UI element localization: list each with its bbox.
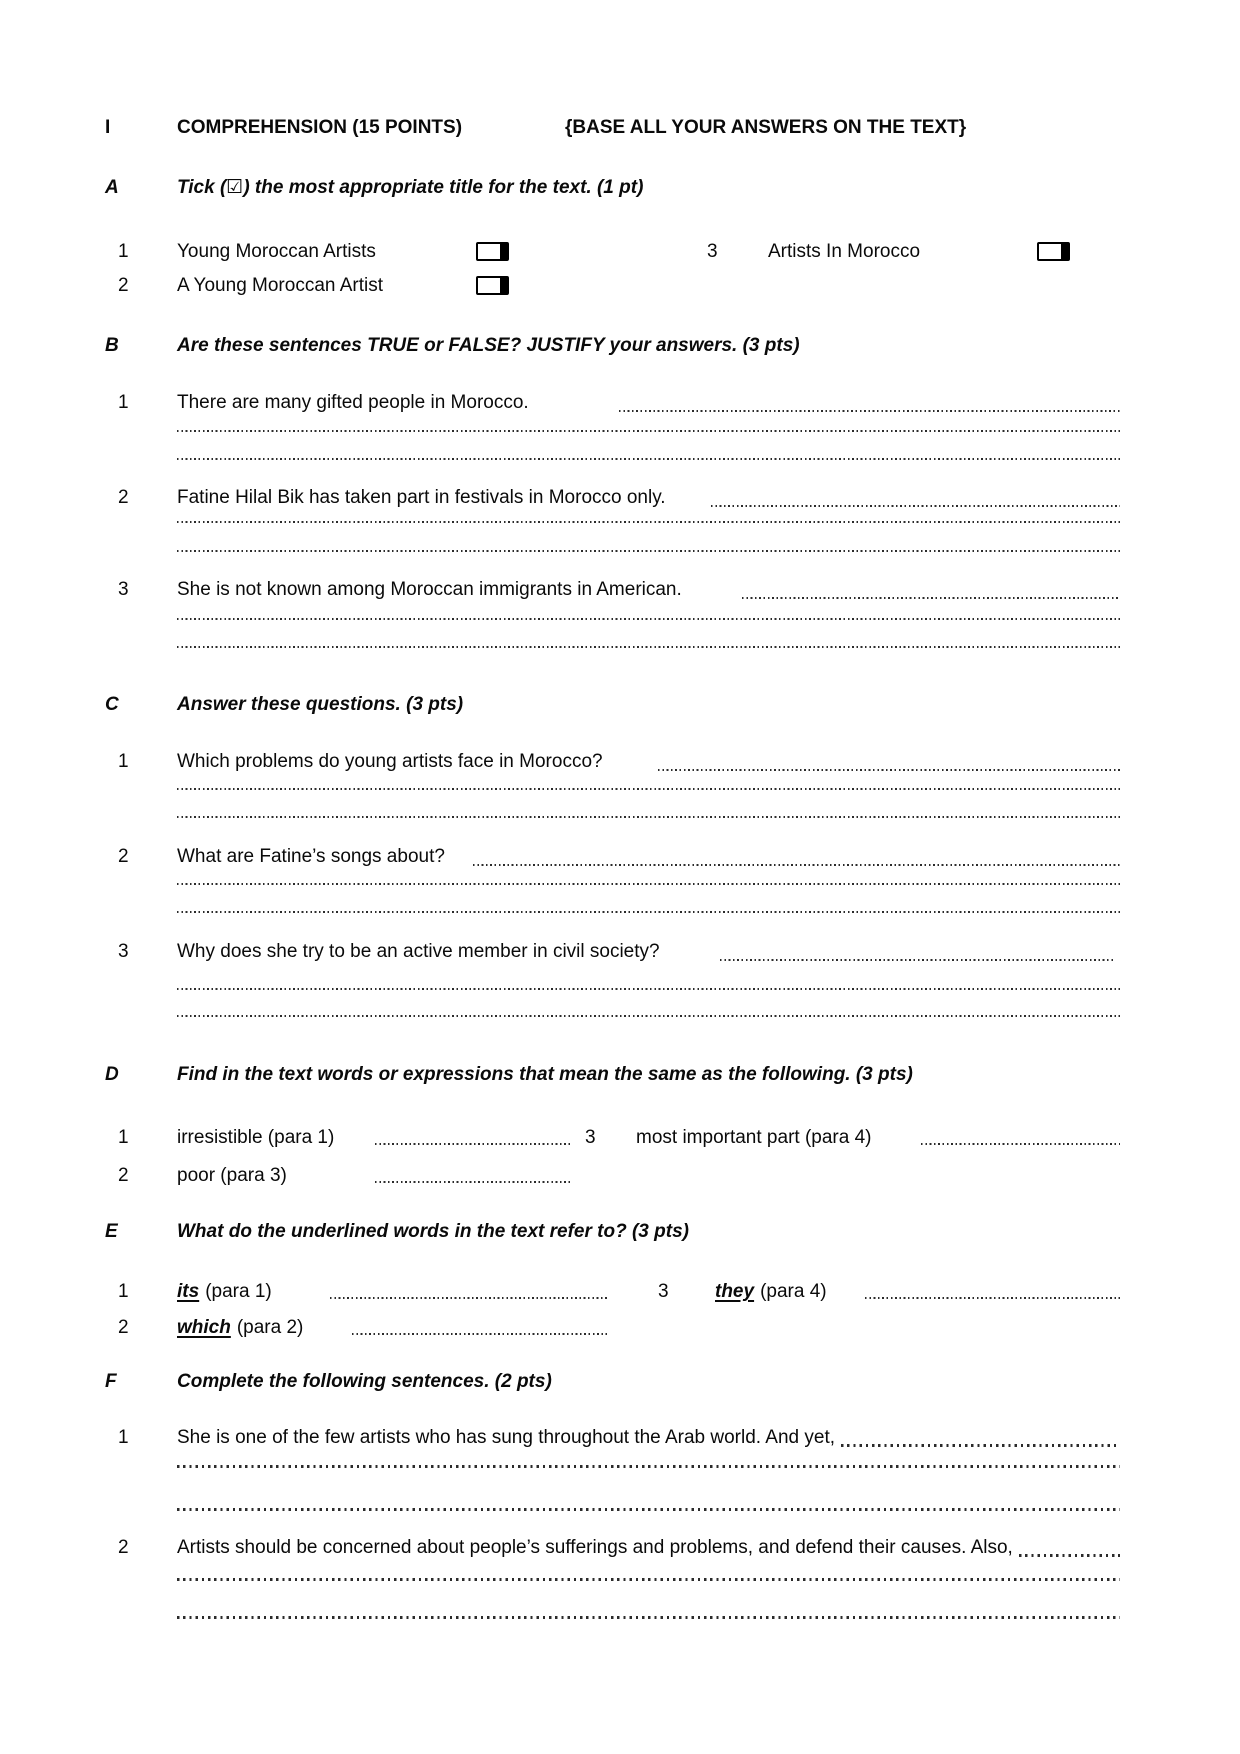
answer-line bbox=[177, 1616, 1120, 1619]
item-number: 1 bbox=[118, 1281, 129, 1302]
underlined-word: they bbox=[715, 1281, 755, 1302]
answer-line bbox=[177, 521, 1120, 523]
section-b-letter: B bbox=[105, 335, 119, 356]
answer-line bbox=[177, 988, 1120, 990]
answer-line bbox=[177, 788, 1120, 790]
answer-line bbox=[375, 1181, 570, 1183]
answer-line bbox=[742, 597, 1120, 599]
answer-line bbox=[658, 769, 1120, 771]
answer-line bbox=[330, 1297, 607, 1299]
answer-line bbox=[720, 959, 1113, 961]
title-option-row-2 bbox=[0, 274, 1240, 300]
answer-line bbox=[1019, 1554, 1120, 1557]
title-checkbox-2[interactable] bbox=[476, 276, 509, 295]
answer-line bbox=[177, 618, 1120, 620]
reference-word-group bbox=[177, 1280, 272, 1304]
question-number: 3 bbox=[118, 941, 129, 962]
title-checkbox-1[interactable] bbox=[476, 242, 509, 261]
answer-line bbox=[177, 1508, 1120, 1511]
word-paragraph-ref: (para 4) bbox=[760, 1281, 827, 1302]
question-c3 bbox=[0, 940, 1240, 966]
vocab-row-2 bbox=[0, 1164, 1240, 1190]
reference-row-2 bbox=[0, 1316, 1240, 1342]
answer-line bbox=[177, 1578, 1120, 1581]
option-number: 3 bbox=[707, 241, 718, 262]
word-paragraph-ref: (para 1) bbox=[205, 1281, 272, 1302]
answer-line bbox=[177, 1015, 1120, 1017]
question-c1 bbox=[0, 750, 1240, 776]
page-header bbox=[0, 116, 1240, 142]
question-b3 bbox=[0, 578, 1240, 604]
question-number: 2 bbox=[118, 487, 129, 508]
completion-f2 bbox=[0, 1536, 1240, 1562]
reference-row-1 bbox=[0, 1280, 1240, 1306]
section-b-header bbox=[0, 334, 1240, 360]
title-option-row-1 bbox=[0, 240, 1240, 266]
section-a-header bbox=[0, 176, 1240, 202]
section-c-heading: Answer these questions. (3 pts) bbox=[177, 694, 464, 715]
completion-f1 bbox=[0, 1426, 1240, 1452]
answer-line bbox=[352, 1333, 607, 1335]
answer-line bbox=[177, 816, 1120, 818]
vocab-term: irresistible (para 1) bbox=[177, 1127, 335, 1148]
title-checkbox-3[interactable] bbox=[1037, 242, 1070, 261]
answer-line bbox=[921, 1143, 1120, 1145]
answer-line bbox=[177, 646, 1120, 648]
section-e-header bbox=[0, 1220, 1240, 1246]
question-text: There are many gifted people in Morocco. bbox=[177, 392, 529, 413]
answer-line bbox=[177, 458, 1120, 460]
section-f-header bbox=[0, 1370, 1240, 1396]
section-f-letter: F bbox=[105, 1371, 117, 1392]
answer-line bbox=[177, 883, 1120, 885]
section-e-letter: E bbox=[105, 1221, 118, 1242]
answer-line bbox=[711, 505, 1120, 507]
item-number: 1 bbox=[118, 1127, 129, 1148]
sentence-stem: Artists should be concerned about people’s sufferings and problems, and defend their causes. Also, bbox=[177, 1537, 1013, 1558]
section-f-heading: Complete the following sentences. (2 pts) bbox=[177, 1371, 552, 1392]
section-a-heading: Tick (☑) the most appropriate title for the text. (1 pt) bbox=[177, 177, 644, 198]
page-title-note: {BASE ALL YOUR ANSWERS ON THE TEXT} bbox=[565, 117, 967, 138]
page-title: COMPREHENSION (15 POINTS) bbox=[177, 117, 463, 138]
question-c2 bbox=[0, 845, 1240, 871]
section-numeral: I bbox=[105, 117, 111, 138]
word-paragraph-ref: (para 2) bbox=[236, 1317, 304, 1338]
section-c-header bbox=[0, 693, 1240, 719]
option-label: Young Moroccan Artists bbox=[177, 241, 376, 262]
item-number: 2 bbox=[118, 1165, 129, 1186]
option-label: A Young Moroccan Artist bbox=[177, 275, 383, 296]
answer-line bbox=[619, 410, 1120, 412]
option-number: 2 bbox=[118, 275, 129, 296]
item-number: 1 bbox=[118, 1427, 129, 1448]
vocab-row-1 bbox=[0, 1126, 1240, 1152]
question-text: Why does she try to be an active member in civil society? bbox=[177, 941, 660, 962]
option-number: 1 bbox=[118, 241, 129, 262]
question-b2 bbox=[0, 486, 1240, 512]
answer-line bbox=[177, 1465, 1120, 1468]
answer-line bbox=[865, 1297, 1120, 1299]
answer-line bbox=[177, 430, 1120, 432]
answer-line bbox=[177, 911, 1120, 913]
underlined-word: which bbox=[177, 1317, 231, 1338]
question-number: 1 bbox=[118, 751, 129, 772]
item-number: 2 bbox=[118, 1537, 129, 1558]
answer-line bbox=[177, 550, 1120, 552]
underlined-word: its bbox=[177, 1281, 200, 1302]
question-number: 3 bbox=[118, 579, 129, 600]
reference-word-group bbox=[177, 1316, 303, 1340]
vocab-term: poor (para 3) bbox=[177, 1165, 287, 1186]
reference-word-group bbox=[715, 1280, 827, 1304]
section-d-heading: Find in the text words or expressions that mean the same as the following. (3 pts) bbox=[177, 1064, 913, 1085]
answer-line bbox=[375, 1143, 570, 1145]
option-label: Artists In Morocco bbox=[768, 241, 921, 262]
question-number: 1 bbox=[118, 392, 129, 413]
question-text: She is not known among Moroccan immigrants in American. bbox=[177, 579, 682, 600]
question-b1 bbox=[0, 391, 1240, 417]
item-number: 3 bbox=[585, 1127, 596, 1148]
question-number: 2 bbox=[118, 846, 129, 867]
vocab-term: most important part (para 4) bbox=[636, 1127, 872, 1148]
question-text: Which problems do young artists face in Morocco? bbox=[177, 751, 603, 772]
sentence-stem: She is one of the few artists who has sung throughout the Arab world. And yet, bbox=[177, 1427, 836, 1448]
section-c-letter: C bbox=[105, 694, 119, 715]
section-d-header bbox=[0, 1063, 1240, 1089]
answer-line bbox=[841, 1444, 1120, 1447]
question-text: What are Fatine’s songs about? bbox=[177, 846, 445, 867]
item-number: 2 bbox=[118, 1317, 129, 1338]
section-a-letter: A bbox=[105, 177, 119, 198]
section-e-heading: What do the underlined words in the text refer to? (3 pts) bbox=[177, 1221, 689, 1242]
item-number: 3 bbox=[658, 1281, 669, 1302]
answer-line bbox=[473, 864, 1120, 866]
section-d-letter: D bbox=[105, 1064, 119, 1085]
section-b-heading: Are these sentences TRUE or FALSE? JUSTIFY your answers. (3 pts) bbox=[177, 335, 800, 356]
question-text: Fatine Hilal Bik has taken part in festivals in Morocco only. bbox=[177, 487, 666, 508]
